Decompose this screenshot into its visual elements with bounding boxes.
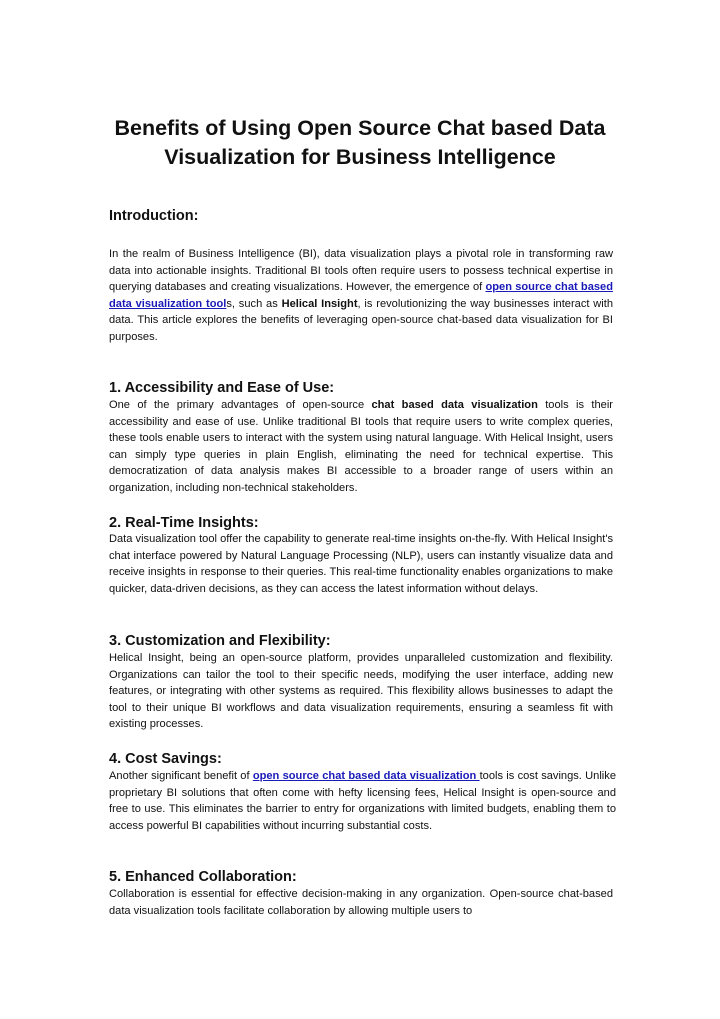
section-1-bold: chat based data visualization	[371, 399, 538, 411]
intro-text-2: s, such as	[226, 297, 282, 310]
page-title	[60, 114, 660, 172]
open-source-visualization-link[interactable]: open source chat based data visualization	[252, 770, 480, 782]
section-1-text-2: tools is their accessibility and ease of use. Unlike traditional BI tools that require users to write complex queries, these tools enable users to interact with the system using natural language. With Helical Insight, users can simply type queries in plain English, eliminating the need for technical expertise. This democratization of data analysis makes BI accessible to a broader range of users within an organization, including non-technical stakeholders.	[109, 399, 613, 494]
section-4-paragraph	[109, 768, 616, 834]
intro-text-1: In the realm of Business Intelligence (BI), data visualization plays a pivotal role in transforming raw data into actionable insights. Traditional BI tools often require users to possess technical expertise in querying databases and creating visualizations. However, the emergence of	[109, 248, 613, 294]
open-source-tool-link[interactable]: open source chat based data visualization tool	[109, 281, 613, 310]
section-4-text-1: Another significant benefit of	[109, 770, 253, 782]
section-5-paragraph: Collaboration is essential for effective decision-making in any organization. Open-source chat-based data visualization tools facilitate collaboration by allowing multiple users to	[109, 888, 613, 917]
intro-text-3: , is revolutionizing the way businesses interact with data. This article explores the benefits of leveraging open-source chat-based data visualization for BI purposes.	[109, 297, 613, 343]
intro-paragraph	[109, 246, 613, 346]
section-5-heading: 5. Enhanced Collaboration:	[109, 869, 297, 885]
section-1-text-1: One of the primary advantages of open-source	[109, 399, 372, 411]
section-3-heading: 3. Customization and Flexibility:	[109, 633, 331, 649]
section-1-heading: 1. Accessibility and Ease of Use:	[109, 380, 335, 396]
section-4-heading: 4. Cost Savings:	[109, 751, 222, 767]
section-2-paragraph: Data visualization tool offer the capability to generate real-time insights on-the-fly. With Helical Insight's chat interface powered by Natural Language Processing (NLP), users can instantly visualize data and receive insights in response to their queries. This real-time functionality enables organizations to make quicker, data-driven decisions, as they can access the latest information without delays.	[109, 533, 613, 595]
intro-heading: Introduction:	[109, 208, 199, 224]
section-4-text-2: tools is cost savings. Unlike proprietary BI solutions that often come with hefty licensing fees, Helical Insight is open-source and free to use. This eliminates the barrier to entry for organizations with limited budgets, enabling them to access powerful BI capabilities without incurring substantial costs.	[109, 770, 616, 832]
page-title-line-1: Benefits of Using Open Source Chat based Data	[114, 116, 606, 140]
section-2-heading: 2. Real-Time Insights:	[109, 515, 259, 531]
page-title-line-2: Visualization for Business Intelligence	[164, 145, 556, 169]
section-1-paragraph	[109, 397, 613, 497]
section-3-paragraph: Helical Insight, being an open-source platform, provides unparalleled customization and flexibility. Organizations can tailor the tool to their specific needs, modifying the user interface, adding new features, or integrating with other systems as required. This flexibility allows businesses to adapt the tool to their unique BI workflows and data visualization requirements, ensuring a seamless fit with existing processes.	[109, 652, 613, 731]
helical-insight-bold: Helical Insight	[281, 297, 358, 310]
